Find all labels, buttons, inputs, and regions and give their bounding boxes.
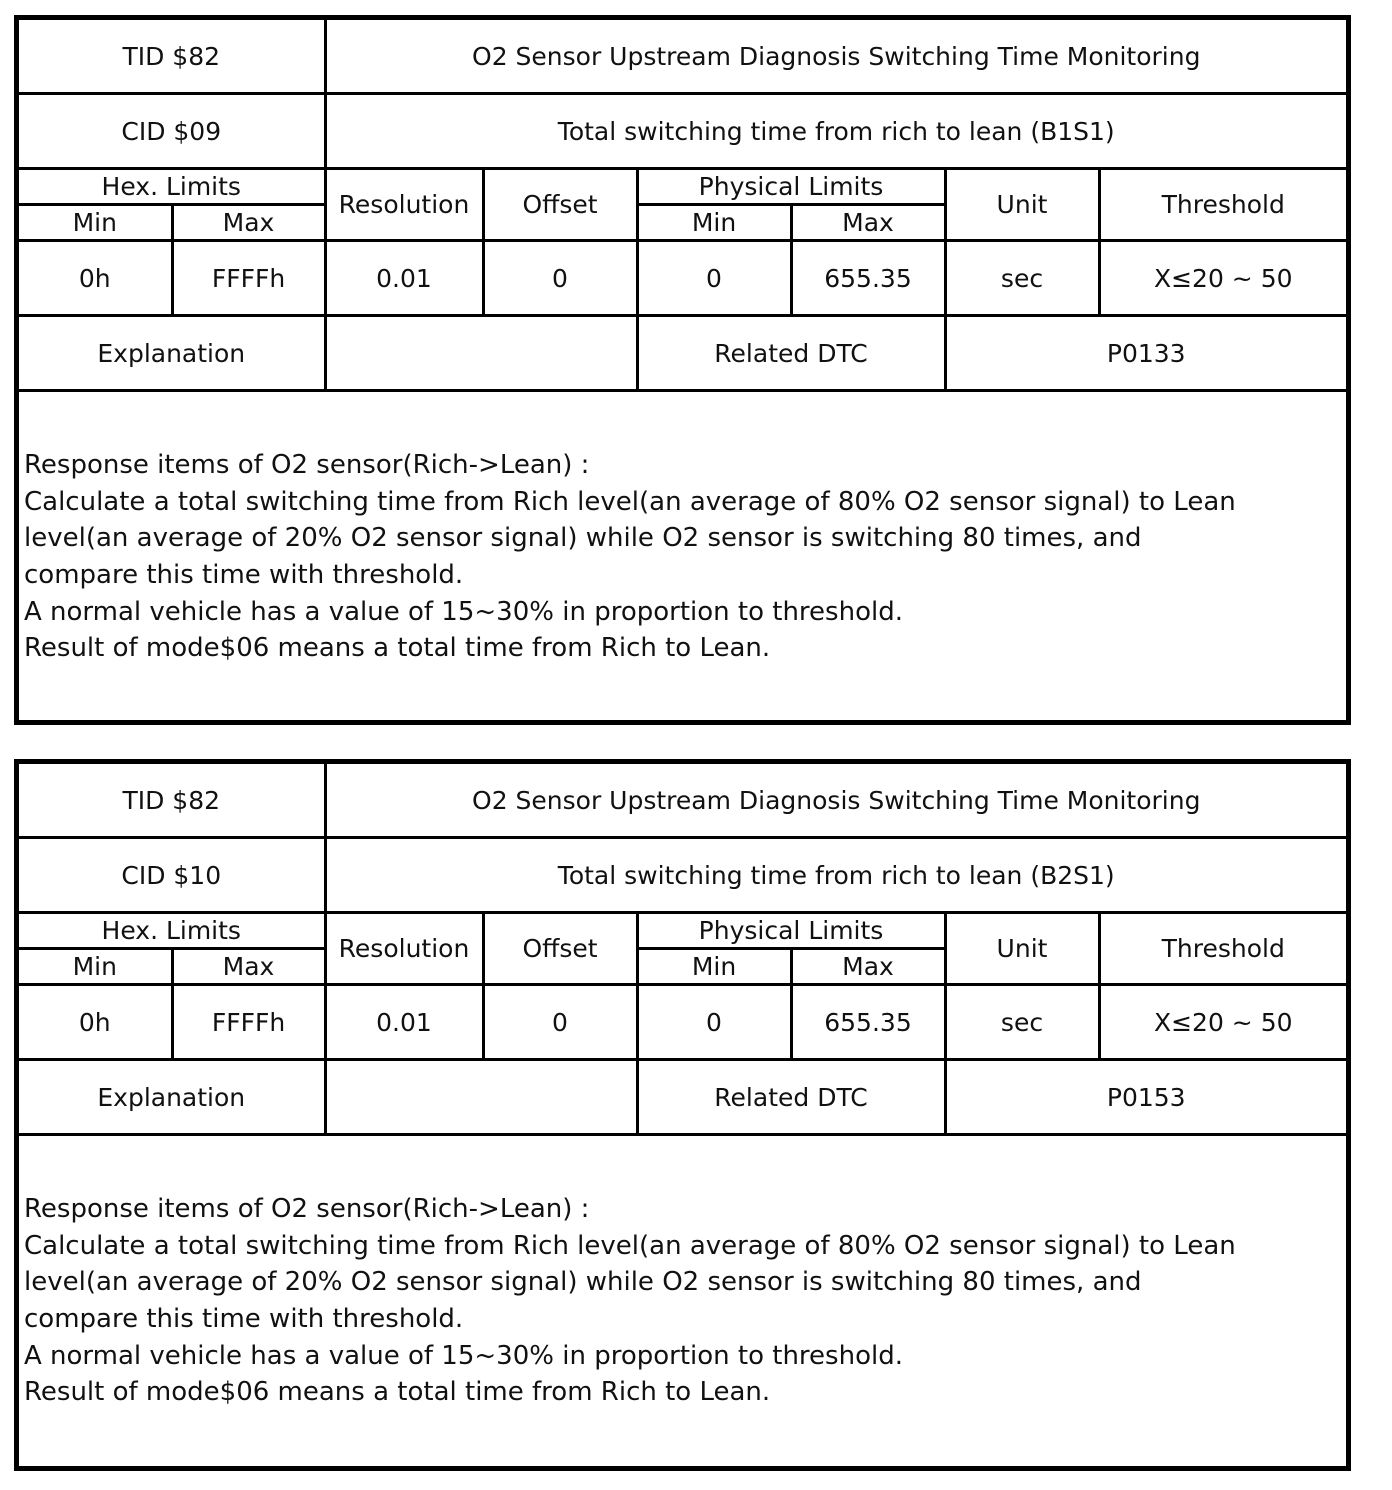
hex-max-value: FFFFh	[172, 985, 325, 1060]
explanation-line: Response items of O2 sensor(Rich->Lean) :	[24, 1194, 590, 1225]
monitor-spec-block-b2s1	[14, 759, 1351, 1471]
hex-min-header: Min	[19, 949, 172, 985]
explanation-line: A normal vehicle has a value of 15~30% in proportion to threshold.	[24, 596, 903, 627]
explanation-line: Response items of O2 sensor(Rich->Lean) :	[24, 450, 590, 481]
related-dtc-label: Related DTC	[637, 1060, 945, 1135]
tid-title: O2 Sensor Upstream Diagnosis Switching Time Monitoring	[325, 20, 1346, 94]
hex-limits-header: Hex. Limits	[19, 169, 325, 205]
hex-max-value: FFFFh	[172, 241, 325, 316]
unit-value: sec	[945, 241, 1099, 316]
hex-max-header: Max	[172, 949, 325, 985]
resolution-value: 0.01	[325, 985, 483, 1060]
spec-table	[19, 764, 1346, 1136]
explanation-text	[19, 392, 1346, 722]
threshold-header: Threshold	[1099, 913, 1346, 985]
explanation-label: Explanation	[19, 1060, 325, 1135]
explanation-line: compare this time with threshold.	[24, 1304, 464, 1334]
cid-title: Total switching time from rich to lean (B2S1)	[325, 838, 1346, 913]
phys-max-header: Max	[791, 949, 945, 985]
cid-label: CID $10	[19, 838, 325, 913]
explanation-line: Calculate a total switching time from Rich level(an average of 80% O2 sensor signal) to Lean	[24, 486, 1236, 517]
offset-header: Offset	[483, 913, 637, 985]
explanation-line: A normal vehicle has a value of 15~30% in proportion to threshold.	[24, 1340, 903, 1371]
threshold-value: X≤20 ~ 50	[1099, 985, 1346, 1060]
unit-header: Unit	[945, 169, 1099, 241]
offset-value: 0	[483, 985, 637, 1060]
threshold-value: X≤20 ~ 50	[1099, 241, 1346, 316]
hex-min-value: 0h	[19, 241, 172, 316]
cid-label: CID $09	[19, 94, 325, 169]
phys-min-header: Min	[637, 949, 791, 985]
cid-title: Total switching time from rich to lean (B1S1)	[325, 94, 1346, 169]
phys-max-header: Max	[791, 205, 945, 241]
related-dtc-value: P0153	[945, 1060, 1346, 1135]
hex-limits-header: Hex. Limits	[19, 913, 325, 949]
tid-label: TID $82	[19, 20, 325, 94]
offset-value: 0	[483, 241, 637, 316]
resolution-header: Resolution	[325, 913, 483, 985]
related-dtc-label: Related DTC	[637, 316, 945, 391]
explanation-text	[19, 1136, 1346, 1466]
phys-min-value: 0	[637, 985, 791, 1060]
phys-min-header: Min	[637, 205, 791, 241]
hex-min-header: Min	[19, 205, 172, 241]
resolution-header: Resolution	[325, 169, 483, 241]
tid-label: TID $82	[19, 764, 325, 838]
phys-max-value: 655.35	[791, 241, 945, 316]
related-dtc-value: P0133	[945, 316, 1346, 391]
threshold-header: Threshold	[1099, 169, 1346, 241]
hex-max-header: Max	[172, 205, 325, 241]
physical-limits-header: Physical Limits	[637, 169, 945, 205]
unit-header: Unit	[945, 913, 1099, 985]
explanation-empty-cell	[325, 1060, 637, 1135]
phys-max-value: 655.35	[791, 985, 945, 1060]
explanation-label: Explanation	[19, 316, 325, 391]
unit-value: sec	[945, 985, 1099, 1060]
offset-header: Offset	[483, 169, 637, 241]
tid-title: O2 Sensor Upstream Diagnosis Switching Time Monitoring	[325, 764, 1346, 838]
explanation-line: compare this time with threshold.	[24, 560, 464, 590]
explanation-line: level(an average of 20% O2 sensor signal) while O2 sensor is switching 80 times, and	[24, 523, 1142, 554]
physical-limits-header: Physical Limits	[637, 913, 945, 949]
explanation-line: Result of mode$06 means a total time from Rich to Lean.	[24, 1377, 771, 1408]
explanation-line: Calculate a total switching time from Rich level(an average of 80% O2 sensor signal) to Lean	[24, 1230, 1236, 1261]
spec-table	[19, 20, 1346, 392]
phys-min-value: 0	[637, 241, 791, 316]
resolution-value: 0.01	[325, 241, 483, 316]
explanation-line: Result of mode$06 means a total time from Rich to Lean.	[24, 633, 771, 664]
monitor-spec-block-b1s1	[14, 15, 1351, 725]
explanation-empty-cell	[325, 316, 637, 391]
hex-min-value: 0h	[19, 985, 172, 1060]
explanation-line: level(an average of 20% O2 sensor signal) while O2 sensor is switching 80 times, and	[24, 1267, 1142, 1298]
